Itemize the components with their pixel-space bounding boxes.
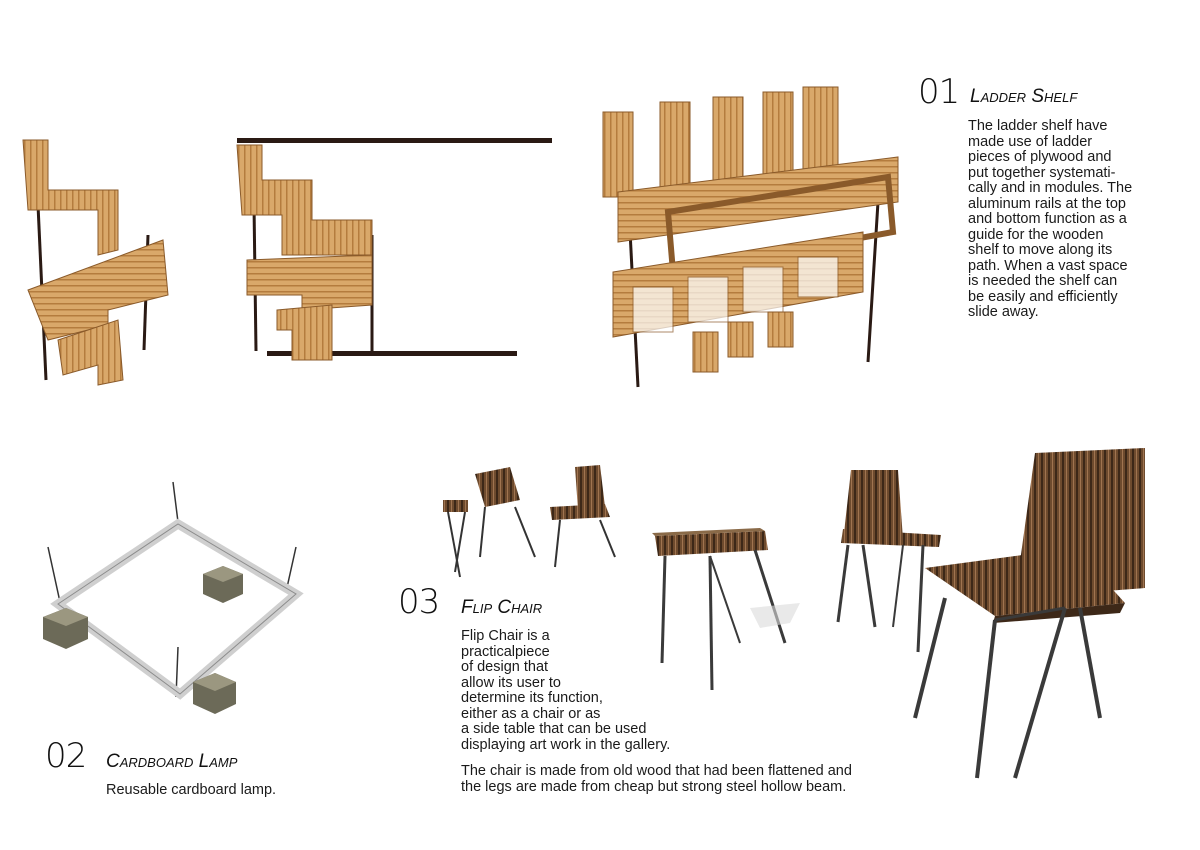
item-description: The ladder shelf have made use of ladder pieces of plywood and put together systemati- cally and in modules. The aluminum rails at the top and bottom function as a guide for the wooden shelf to move along its path. When a vast space is needed the shelf can be easily and efficiently slide away. <box>968 118 1133 320</box>
item-description: Flip Chair is a practicalpiece of design that allow its user to determine its function, either as a chair or as a side table that can be used displaying art work in the gallery. <box>461 628 671 753</box>
flip-chair-render-large <box>915 448 1145 778</box>
flip-chair-render-small <box>440 462 630 582</box>
lamp-box <box>203 566 243 603</box>
ladder-shelf-render-1 <box>18 135 188 395</box>
item-title: Ladder Shelf <box>970 86 1078 107</box>
ladder-shelf-render-3 <box>598 82 908 392</box>
item-description-secondary: The chair is made from old wood that had been flattened and the legs are made from cheap but strong steel hollow beam. <box>461 763 852 795</box>
item-number: 02 <box>45 736 87 776</box>
item-description: Reusable cardboard lamp. <box>106 782 277 798</box>
item-number: 03 <box>398 582 440 622</box>
item-number: 01 <box>918 72 960 112</box>
ladder-shelf-render-2 <box>232 135 552 365</box>
cardboard-lamp-render <box>38 482 308 727</box>
item-title: Flip Chair <box>461 597 543 618</box>
item-title: Cardboard Lamp <box>106 751 238 772</box>
